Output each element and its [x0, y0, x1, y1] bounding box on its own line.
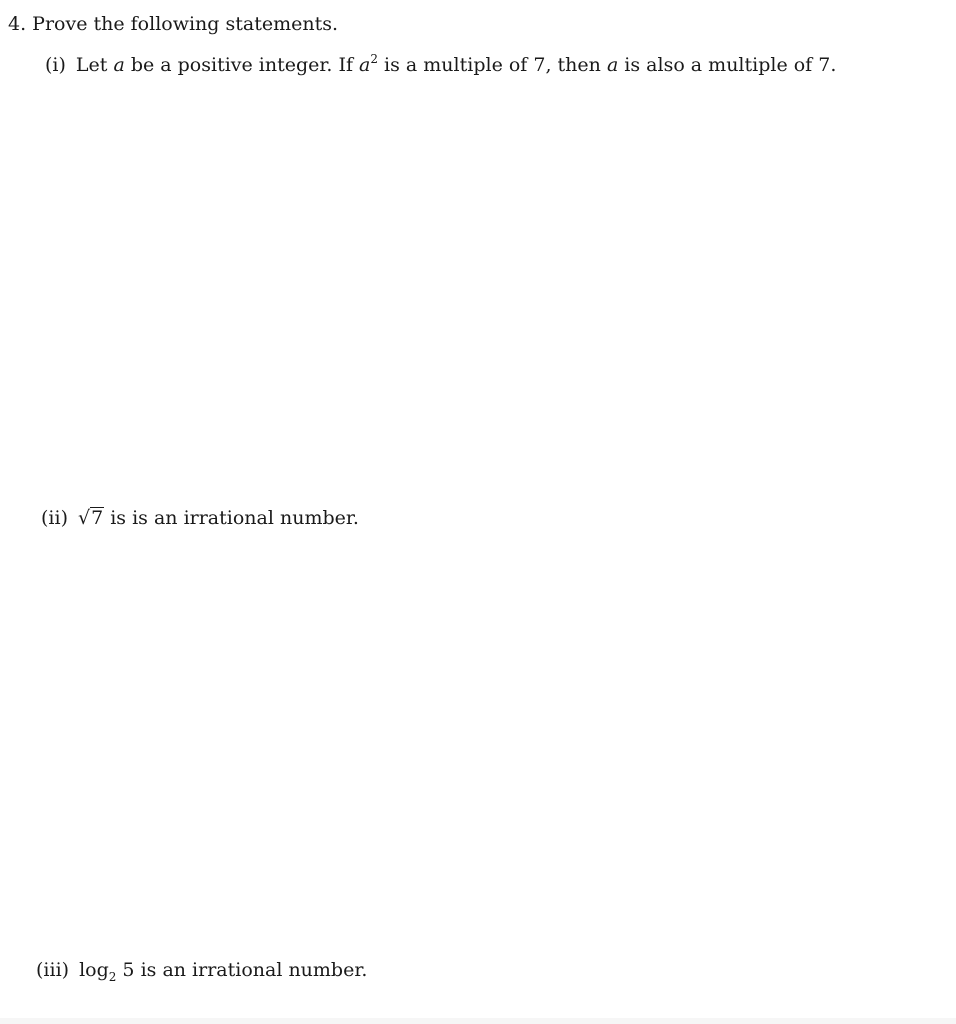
page-bottom-edge	[0, 1018, 956, 1024]
exponent: 2	[370, 52, 379, 66]
part-i-label: (i)	[45, 54, 66, 76]
part-i-text-2: be a positive integer. If	[124, 54, 360, 76]
variable-a: a	[113, 54, 125, 76]
part-i-statement	[45, 53, 836, 77]
question-heading: 4. Prove the following statements.	[8, 13, 339, 35]
part-ii-text: is is an irrational number.	[104, 507, 359, 529]
variable-a-conclusion: a	[606, 54, 619, 76]
part-i-text-3: is a multiple of 7, then	[378, 54, 607, 76]
log-argument: 5	[116, 959, 135, 981]
part-iii-statement	[36, 958, 367, 982]
radical-sign: √	[77, 507, 91, 529]
variable-a-squared-base: a	[359, 54, 371, 76]
log-base: 2	[108, 970, 117, 984]
log-function: log	[79, 959, 109, 981]
part-ii-label: (ii)	[41, 507, 68, 529]
part-iii-label: (iii)	[36, 959, 70, 981]
radicand: 7	[91, 507, 104, 529]
part-iii-text: is an irrational number.	[134, 959, 368, 981]
square-root-expression	[78, 506, 104, 530]
part-ii-statement	[41, 506, 359, 530]
part-i-text-1: Let	[75, 54, 114, 76]
part-i-text-4: is also a multiple of 7.	[618, 54, 837, 76]
